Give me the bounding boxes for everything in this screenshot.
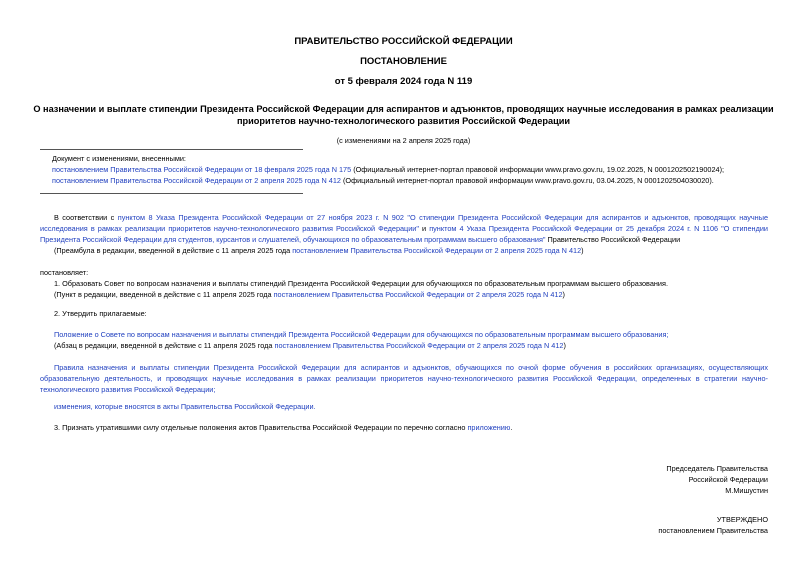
amendment-link[interactable]: постановлением Правительства Российской Федерации от 2 апреля 2025 года N 412 [273, 290, 563, 299]
signature-org: Российской Федерации [688, 475, 768, 484]
doc-title-line1: О назначении и выплате стипендии Президента Российской Федерации для аспирантов и адъюнктов, проводящих научные исследования в рамках реализации [33, 104, 774, 114]
signature-title: Председатель Правительства [666, 464, 768, 473]
change-item [52, 175, 714, 186]
item-2: 2. Утвердить прилагаемые: [54, 309, 147, 318]
top-divider [40, 149, 303, 150]
approved-by: постановлением Правительства [658, 526, 768, 535]
rules-link[interactable]: Правила назначения и выплаты стипендии Президента Российской Федерации для аспирантов и адъюнктов, обучающихся по очной форме обучения в российских организациях, осуществляющих образовательную деятельность, и проводящих научные исследования в рамках реализации приоритетов научно-технологического развития Российской Федерации, определенных в стратегии научно-технологического развития Российской Федерации; [40, 363, 768, 394]
note-text: (Абзац в редакции, введенной в действие с 11 апреля 2025 года [54, 341, 275, 350]
change-link[interactable]: постановлением Правительства Российской Федерации от 2 апреля 2025 года N 412 [52, 176, 341, 185]
item-3-text: 3. Признать утратившими силу отдельные положения актов Правительства Российской Федерации по перечню согласно [54, 423, 468, 432]
preamble-text: Правительство Российской Федерации [545, 235, 681, 244]
amended-note: (с изменениями на 2 апреля 2025 года) [336, 136, 471, 145]
appendix-link[interactable]: приложению [467, 423, 511, 432]
preamble-text: В соответствии с [54, 213, 118, 222]
change-link[interactable]: постановлением Правительства Российской Федерации от 18 февраля 2025 года N 175 [52, 165, 352, 174]
preamble-paragraph [40, 212, 768, 245]
doc-title-line2: приоритетов научно-технологического развития Российской Федерации [236, 116, 571, 126]
amendment-link[interactable]: постановлением Правительства Российской Федерации от 2 апреля 2025 года N 412 [292, 246, 582, 255]
note-text: ) [563, 341, 566, 350]
signature-name: М.Мишустин [725, 486, 768, 495]
note-text: ) [562, 290, 565, 299]
decree-902-link[interactable]: пунктом 8 Указа Президента Российской Федерации от 27 ноября 2023 г. N 902 "О стипендии Президента Российской Федерации для аспирантов и адъюнктов, проводящих научные исследования в рамках реализации приоритетов научно-технологического развития Российской Федерации" [40, 213, 768, 233]
change-source: (Официальный интернет-портал правовой информации www.pravo.gov.ru, 19.02.2025, N 0001202502190024); [351, 165, 725, 174]
preamble-note [54, 245, 584, 256]
government-name: ПРАВИТЕЛЬСТВО РОССИЙСКОЙ ФЕДЕРАЦИИ [294, 36, 513, 47]
item-3 [54, 422, 512, 433]
decree-1106-link[interactable]: пунктом 4 Указа Президента Российской Федерации от 25 декабря 2024 г. N 1106 "О стипендии Президента Российской Федерации для студентов, курсантов и слушателей, обучающихся по образовательным программам высшего образования" [40, 224, 768, 244]
item-1-note [54, 289, 565, 300]
doc-type: ПОСТАНОВЛЕНИЕ [360, 56, 447, 67]
bottom-divider [40, 193, 303, 194]
amendment-link[interactable]: постановлением Правительства Российской Федерации от 2 апреля 2025 года N 412 [274, 341, 564, 350]
changes-label: Документ с изменениями, внесенными: [52, 154, 186, 163]
regulation-link[interactable]: Положение о Совете по вопросам назначения и выплаты стипендий Президента Российской Федерации для обучающихся по образовательным программам высшего образования; [54, 330, 669, 339]
amendments-link[interactable]: изменения, которые вносятся в акты Правительства Российской Федерации. [54, 402, 316, 411]
preamble-text: и [418, 224, 430, 233]
doc-date-number: от 5 февраля 2024 года N 119 [334, 76, 473, 87]
note-text: ) [581, 246, 584, 255]
approved-label: УТВЕРЖДЕНО [716, 515, 768, 524]
resolves-label: постановляет: [40, 268, 89, 277]
note-text: (Пункт в редакции, введенной в действие с 11 апреля 2025 года [54, 290, 274, 299]
item-2a-note [54, 340, 566, 351]
change-source: (Официальный интернет-портал правовой информации www.pravo.gov.ru, 03.04.2025, N 0001202504030020). [340, 176, 714, 185]
item-3-text: . [510, 423, 513, 432]
change-item [52, 164, 724, 175]
note-text: (Преамбула в редакции, введенной в действие с 11 апреля 2025 года [54, 246, 293, 255]
item-1: 1. Образовать Совет по вопросам назначения и выплаты стипендий Президента Российской Федерации для обучающихся по образовательным программам высшего образования. [54, 279, 668, 288]
